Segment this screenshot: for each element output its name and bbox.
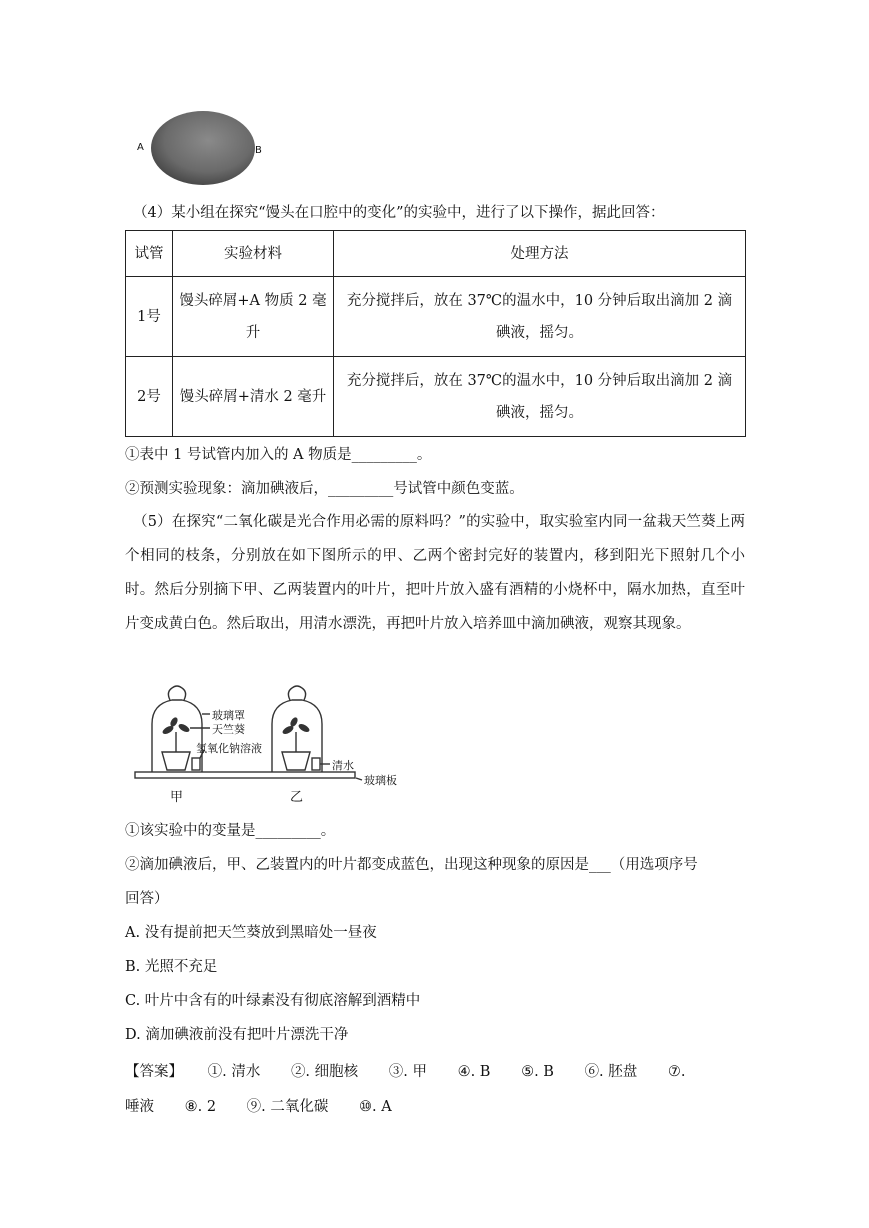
answer-item: ⑤. B <box>521 1064 554 1080</box>
answer-line-1 <box>125 1060 686 1081</box>
answer-line-2 <box>125 1095 418 1116</box>
option-d: D. 滴加碘液前没有把叶片漂洗干净 <box>125 1027 349 1043</box>
table-cell-tube: 1号 <box>126 277 173 357</box>
label-jia: 甲 <box>170 790 184 805</box>
table-header-cell: 实验材料 <box>173 231 334 277</box>
option-c: C. 叶片中含有的叶绿素没有彻底溶解到酒精中 <box>125 993 421 1009</box>
label-plant: 天竺葵 <box>212 723 245 736</box>
q4-intro: （4）某小组在探究“馒头在口腔中的变化”的实验中，进行了以下操作，据此回答： <box>133 205 665 221</box>
table-cell-method: 充分搅拌后，放在 37℃的温水中，10 分钟后取出滴加 2 滴碘液，摇匀。 <box>334 357 746 437</box>
answer-item: ⑧. 2 <box>184 1099 217 1115</box>
egg-label-a: A <box>137 142 144 153</box>
table-row <box>126 277 746 357</box>
q5-sub2-line2: 回答） <box>125 891 169 907</box>
label-water: 清水 <box>332 759 354 772</box>
label-bell-jar: 玻璃罩 <box>212 709 245 722</box>
option-a: A. 没有提前把天竺葵放到黑暗处一昼夜 <box>125 925 377 941</box>
egg-image <box>133 110 268 190</box>
answer-item: ③. 甲 <box>388 1064 427 1080</box>
table-header-cell: 处理方法 <box>334 231 746 277</box>
q5-intro: （5）在探究“二氧化碳是光合作用必需的原料吗？”的实验中，取实验室内同一盆栽天竺葵上两个相同的枝条，分别放在如下图所示的甲、乙两个密封完好的装置内，移到阳光下照射几个小时。然后分别摘下甲、乙两装置内的叶片，把叶片放入盛有酒精的小烧杯中，隔水加热，直至叶片变成黄白色。然后取出，用清水漂洗，再把叶片放入培养皿中滴加碘液，观察其现象。 <box>125 514 745 632</box>
answer-item: ①. 清水 <box>207 1064 261 1080</box>
experiment-table <box>125 230 746 437</box>
q5-sub2-line1: ②滴加碘液后，甲、乙装置内的叶片都变成蓝色，出现这种现象的原因是___（用选项序号 <box>125 857 698 873</box>
q4-sub1: ①表中 1 号试管内加入的 A 物质是_________。 <box>125 447 432 463</box>
table-header-row <box>126 231 746 277</box>
table-cell-material: 馒头碎屑+A 物质 2 毫升 <box>173 277 334 357</box>
label-yi: 乙 <box>290 790 304 805</box>
answer-item: ⑦. <box>667 1064 686 1080</box>
answer-item: ④. B <box>457 1064 491 1080</box>
q4-sub2: ②预测实验现象：滴加碘液后，_________号试管中颜色变蓝。 <box>125 481 524 497</box>
table-row <box>126 357 746 437</box>
q5-sub1: ①该实验中的变量是_________。 <box>125 823 336 839</box>
apparatus-figure <box>130 682 410 804</box>
answer-item: 唾液 <box>125 1099 154 1115</box>
label-naoh: 氢氧化钠溶液 <box>196 742 262 755</box>
option-b: B. 光照不充足 <box>125 959 218 975</box>
answer-item: ⑩. A <box>359 1099 392 1115</box>
table-cell-material: 馒头碎屑+清水 2 毫升 <box>173 357 334 437</box>
answer-label: 【答案】 <box>125 1064 183 1080</box>
table-cell-tube: 2号 <box>126 357 173 437</box>
answer-item: ⑨. 二氧化碳 <box>246 1099 329 1115</box>
table-header-cell: 试管 <box>126 231 173 277</box>
table-cell-method: 充分搅拌后，放在 37℃的温水中，10 分钟后取出滴加 2 滴碘液，摇匀。 <box>334 277 746 357</box>
egg-label-b: B <box>255 145 262 156</box>
egg-figure <box>133 110 268 190</box>
answer-item: ②. 细胞核 <box>290 1064 359 1080</box>
answer-item: ⑥. 胚盘 <box>584 1064 638 1080</box>
label-glass-plate: 玻璃板 <box>364 774 397 787</box>
